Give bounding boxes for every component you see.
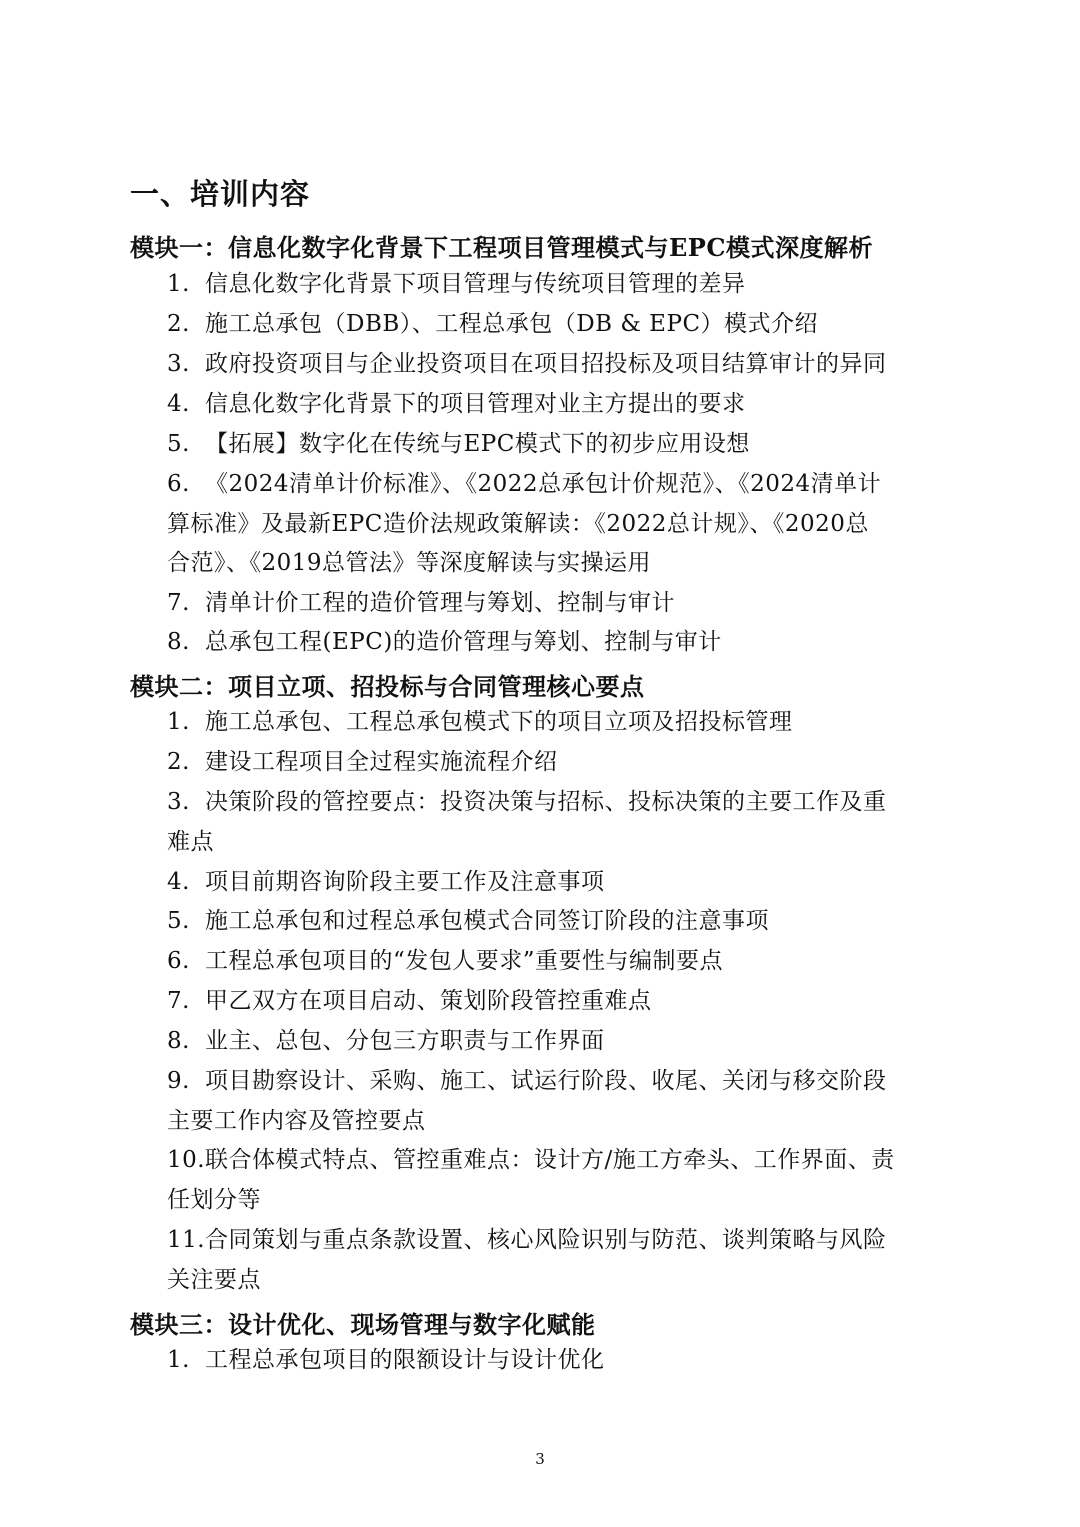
item-text: 施工总承包和过程总承包模式合同签订阶段的注意事项 xyxy=(205,908,769,934)
item-text: 业主、总包、分包三方职责与工作界面 xyxy=(205,1028,605,1054)
module-1-item-7 xyxy=(167,583,675,623)
item-text: 联合体模式特点、管控重难点：设计方/施工方牵头、工作界面、责 xyxy=(205,1147,895,1173)
module-1-item-4 xyxy=(167,384,746,424)
module-2-item-5 xyxy=(167,901,769,941)
module-2-item-1 xyxy=(167,702,793,742)
item-number: 11. xyxy=(167,1227,206,1253)
item-text-continuation: 难点 xyxy=(167,829,214,855)
item-number: 1. xyxy=(167,271,190,297)
module-2-item-4 xyxy=(167,862,605,902)
page-number: 3 xyxy=(535,1450,545,1468)
module-2-heading: 模块二：项目立项、招投标与合同管理核心要点 xyxy=(130,672,645,701)
item-number: 7. xyxy=(167,590,190,616)
item-number: 5. xyxy=(167,908,190,934)
item-text: 《2024清单计价标准》、《2022总承包计价规范》、《2024清单计 xyxy=(205,471,882,497)
item-number: 4. xyxy=(167,869,190,895)
item-number: 9. xyxy=(167,1068,190,1094)
item-text: 甲乙双方在项目启动、策划阶段管控重难点 xyxy=(205,988,652,1014)
item-text: 项目勘察设计、采购、施工、试运行阶段、收尾、关闭与移交阶段 xyxy=(205,1068,887,1094)
item-text-continuation: 主要工作内容及管控要点 xyxy=(167,1108,426,1134)
item-text: 清单计价工程的造价管理与筹划、控制与审计 xyxy=(205,590,675,616)
item-text: 建设工程项目全过程实施流程介绍 xyxy=(205,749,558,775)
item-text-continuation: 任划分等 xyxy=(167,1187,261,1213)
module-2-item-3 xyxy=(167,782,887,822)
item-number: 5. xyxy=(167,431,190,457)
item-text-continuation: 算标准》及最新EPC造价法规政策解读：《2022总计规》、《2020总 xyxy=(167,511,869,537)
module-1-item-5 xyxy=(167,424,750,464)
item-number: 6. xyxy=(167,948,190,974)
module-1-item-1 xyxy=(167,264,746,304)
item-text: 合同策划与重点条款设置、核心风险识别与防范、谈判策略与风险 xyxy=(205,1227,887,1253)
item-text: 决策阶段的管控要点：投资决策与招标、投标决策的主要工作及重 xyxy=(205,789,887,815)
item-text: 总承包工程(EPC)的造价管理与筹划、控制与审计 xyxy=(205,629,722,655)
module-1-heading: 模块一：信息化数字化背景下工程项目管理模式与EPC模式深度解析 xyxy=(130,233,873,262)
module-2-item-8 xyxy=(167,1021,605,1061)
item-number: 1. xyxy=(167,709,190,735)
module-1-item-3 xyxy=(167,344,887,384)
module-1-item-2 xyxy=(167,304,818,344)
item-number: 1. xyxy=(167,1347,190,1373)
module-2-item-2 xyxy=(167,742,558,782)
item-text: 【拓展】数字化在传统与EPC模式下的初步应用设想 xyxy=(205,431,750,457)
module-3-item-1 xyxy=(167,1340,605,1380)
item-number: 7. xyxy=(167,988,190,1014)
item-text-continuation: 合范》、《2019总管法》等深度解读与实操运用 xyxy=(167,550,652,576)
section-title: 一、培训内容 xyxy=(130,177,311,211)
module-2-item-11 xyxy=(167,1220,887,1260)
item-text: 工程总承包项目的限额设计与设计优化 xyxy=(205,1347,605,1373)
item-text-continuation: 关注要点 xyxy=(167,1267,261,1293)
module-2-item-10 xyxy=(167,1140,895,1180)
item-text: 信息化数字化背景下项目管理与传统项目管理的差异 xyxy=(205,271,746,297)
item-number: 8. xyxy=(167,629,190,655)
item-text: 施工总承包、工程总承包模式下的项目立项及招投标管理 xyxy=(205,709,793,735)
item-number: 10. xyxy=(167,1147,206,1173)
module-2-item-9 xyxy=(167,1061,887,1101)
item-number: 2. xyxy=(167,311,190,337)
module-1-item-8 xyxy=(167,622,722,662)
item-number: 3. xyxy=(167,351,190,377)
module-1-item-6 xyxy=(167,464,881,504)
item-text: 政府投资项目与企业投资项目在项目招投标及项目结算审计的异同 xyxy=(205,351,887,377)
module-2-item-7 xyxy=(167,981,652,1021)
item-text: 工程总承包项目的“发包人要求”重要性与编制要点 xyxy=(205,948,724,974)
item-number: 8. xyxy=(167,1028,190,1054)
item-number: 6. xyxy=(167,471,190,497)
module-2-item-6 xyxy=(167,941,723,981)
item-text: 施工总承包（DBB）、工程总承包（DB & EPC）模式介绍 xyxy=(205,311,819,337)
item-number: 3. xyxy=(167,789,190,815)
module-3-heading: 模块三：设计优化、现场管理与数字化赋能 xyxy=(130,1310,596,1339)
item-number: 2. xyxy=(167,749,190,775)
item-text: 项目前期咨询阶段主要工作及注意事项 xyxy=(205,869,605,895)
item-number: 4. xyxy=(167,391,190,417)
item-text: 信息化数字化背景下的项目管理对业主方提出的要求 xyxy=(205,391,746,417)
